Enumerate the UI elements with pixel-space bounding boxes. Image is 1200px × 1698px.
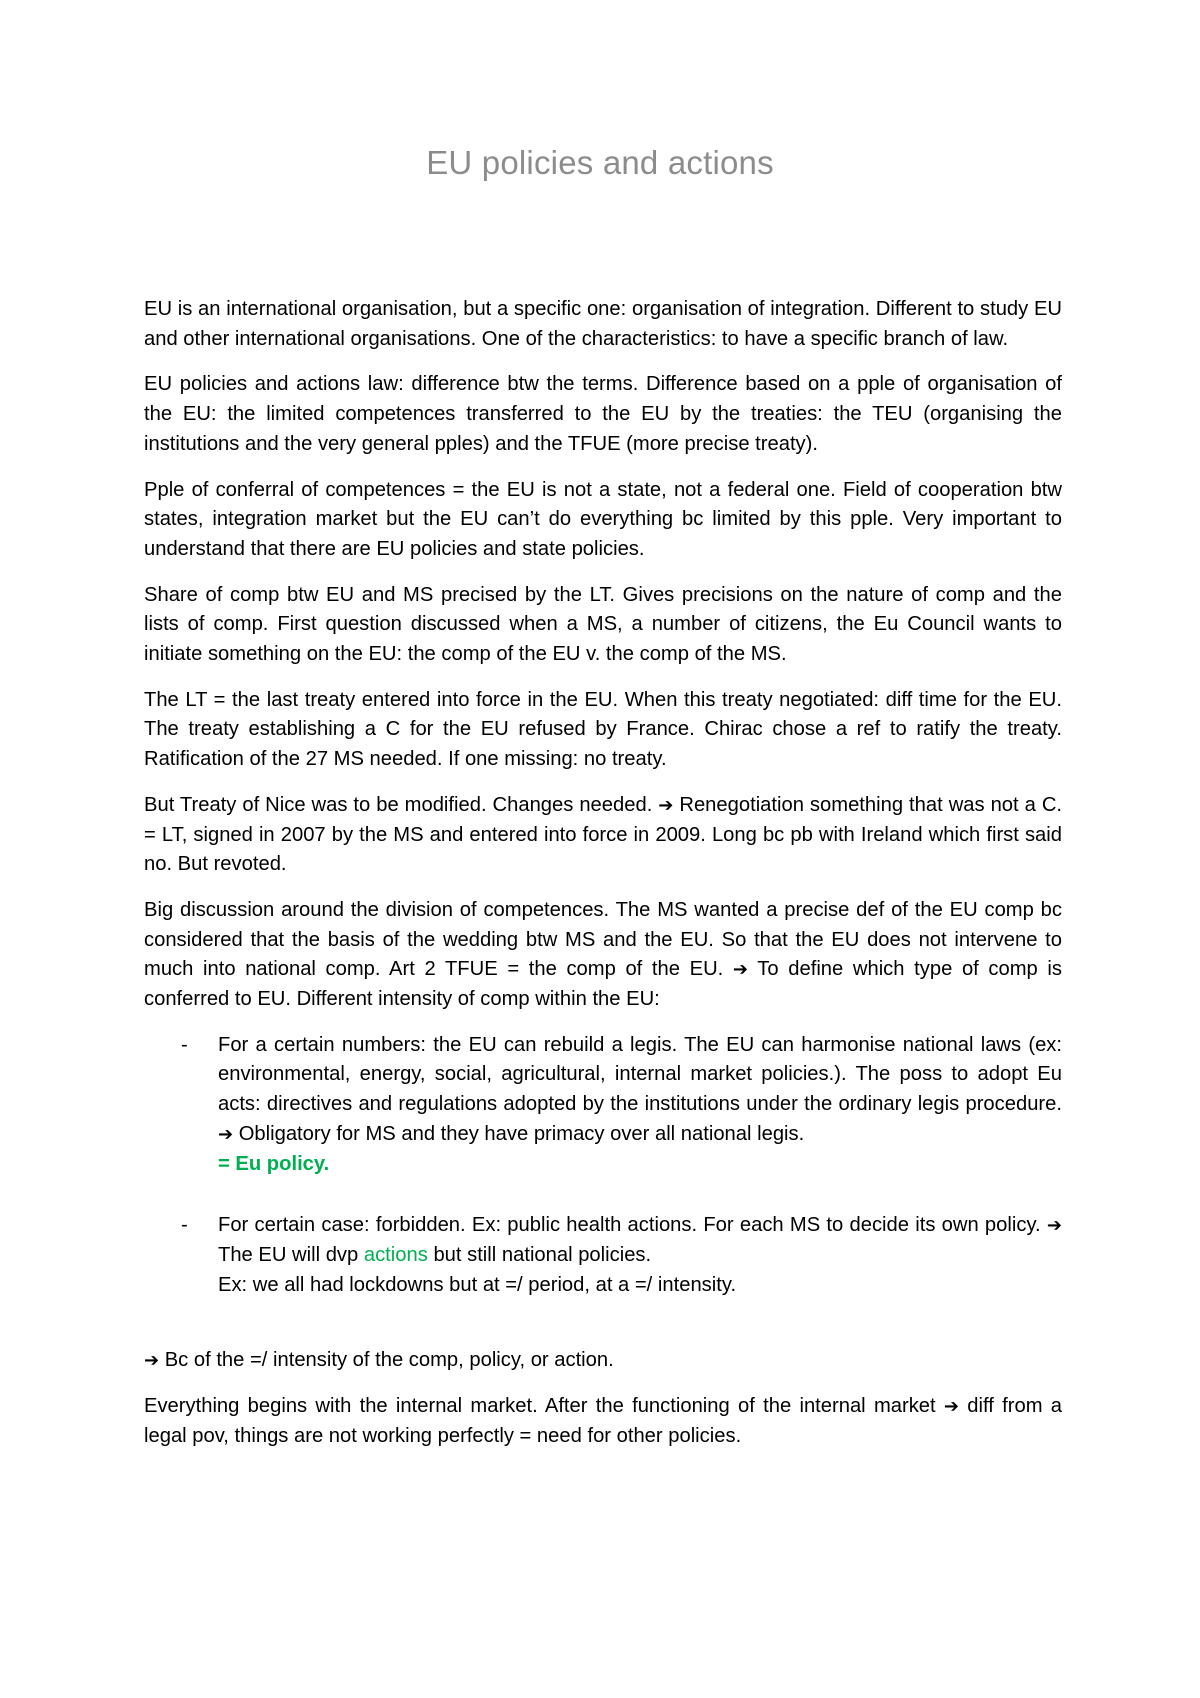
arrow-icon: ➔ bbox=[144, 1350, 160, 1372]
bullet-example: Ex: we all had lockdowns but at =/ period, at a =/ intensity. bbox=[218, 1273, 737, 1296]
bullet-text-part: The EU will dvp bbox=[218, 1243, 359, 1266]
arrow-icon: ➔ bbox=[658, 794, 674, 816]
paragraph-text: Bc of the =/ intensity of the comp, policy, or action. bbox=[164, 1349, 614, 1372]
paragraph-text: Everything begins with the internal market. After the functioning of the internal market bbox=[144, 1395, 936, 1418]
paragraph-share-of-comp: Share of comp btw EU and MS precised by the LT. Gives precisions on the nature of comp and the lists of comp. First question discussed when a MS, a number of citizens, the Eu Council wants to initiate something on the EU: the comp of the EU v. the comp of the MS. bbox=[144, 583, 1062, 666]
bullet-dash: - bbox=[181, 1214, 188, 1237]
paragraph-treaty-of-nice bbox=[144, 791, 1062, 880]
arrow-icon: ➔ bbox=[943, 1396, 960, 1418]
list-item bbox=[144, 1211, 1062, 1300]
bullet-text-part: For certain case: forbidden. Ex: public health actions. For each MS to decide its own policy. bbox=[218, 1214, 1041, 1237]
paragraph-conferral: Pple of conferral of competences = the EU is not a state, not a federal one. Field of cooperation btw states, integration market but the EU can’t do everything bc limited by this pple. Very important to understand that there are EU policies and state policies. bbox=[144, 478, 1062, 560]
bullet-text bbox=[218, 1211, 1062, 1270]
spacer bbox=[144, 1332, 1062, 1346]
paragraph-division-of-competences bbox=[144, 896, 1062, 1015]
bullet-text-part: For a certain numbers: the EU can rebuild a legis. The EU can harmonise national laws (ex: environmental, energy, social, agricultural, internal market policies.). The poss to adopt Eu acts: directives and regulations adopted by the institutions under the ordinary legis procedure. bbox=[218, 1033, 1062, 1116]
document-body bbox=[144, 295, 1062, 1452]
paragraph-text: Renegotiation something that was not a C. = LT, signed in 2007 by the MS and entered into force in 2009. Long bc pb with Ireland which first said no. But revoted. bbox=[144, 793, 1063, 876]
bullet-dash: - bbox=[181, 1033, 188, 1056]
paragraph-text: To define which type of comp is conferred to EU. Different intensity of comp within the EU: bbox=[144, 958, 1062, 1011]
paragraph-text: diff from a legal pov, things are not working perfectly = need for other policies. bbox=[144, 1395, 1063, 1447]
actions-label: actions bbox=[363, 1243, 428, 1266]
page-title: EU policies and actions bbox=[426, 144, 774, 181]
paragraph-text: But Treaty of Nice was to be modified. Changes needed. bbox=[144, 793, 653, 816]
paragraph-policies-actions-law: EU policies and actions law: difference btw the terms. Difference based on a pple of organisation of the EU: the limited competences transferred to the EU by the treaties: the TEU (organising the institutions and the very general pples) and the TFUE (more precise treaty). bbox=[144, 373, 1062, 455]
paragraph-internal-market bbox=[144, 1392, 1062, 1451]
arrow-icon: ➔ bbox=[218, 1123, 234, 1145]
paragraph-lisbon-treaty: The LT = the last treaty entered into force in the EU. When this treaty negotiated: diff time for the EU. The treaty establishing a C for the EU refused by France. Chirac chose a ref to ratify the treaty. Ratification of the 27 MS needed. If one missing: no treaty. bbox=[144, 688, 1062, 771]
bullet-text-part: but still national policies. bbox=[433, 1243, 652, 1266]
list-item bbox=[144, 1031, 1062, 1180]
bullet-text bbox=[218, 1031, 1062, 1150]
bullet-list bbox=[144, 1031, 1062, 1301]
bullet-text-part: Obligatory for MS and they have primacy over all national legis. bbox=[238, 1122, 805, 1145]
paragraph-intro: EU is an international organisation, but a specific one: organisation of integration. Different to study EU and other international organisations. One of the characteristics: to have a specific branch of law. bbox=[144, 298, 1062, 350]
arrow-icon: ➔ bbox=[1046, 1215, 1063, 1237]
eu-policy-label: = Eu policy. bbox=[218, 1152, 330, 1175]
paragraph-conclusion bbox=[144, 1346, 1062, 1376]
paragraph-text: Big discussion around the division of competences. The MS wanted a precise def of the EU comp bc considered that the basis of the wedding btw MS and the EU. So that the EU does not intervene to much into national comp. Art 2 TFUE = the comp of the EU. bbox=[144, 898, 1062, 981]
arrow-icon: ➔ bbox=[732, 959, 749, 981]
